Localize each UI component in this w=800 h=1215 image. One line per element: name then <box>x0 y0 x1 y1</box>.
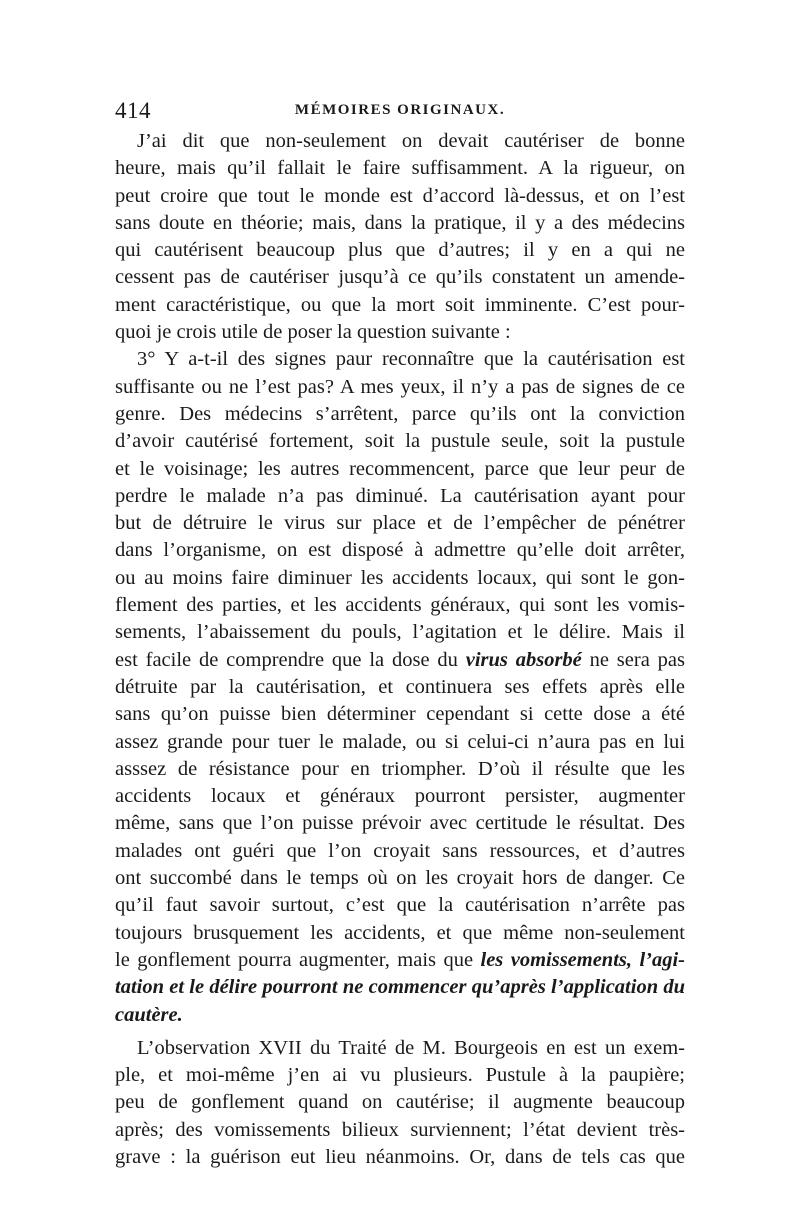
text-line: ou au moins faire diminuer les accidents locaux, qui sont le gon- <box>115 566 685 589</box>
italic-term: virus absorbé <box>465 648 582 671</box>
text-segment: le gonflement pourra augmenter, mais que <box>115 948 481 971</box>
text-segment: est facile de comprendre que la dose du <box>115 648 466 671</box>
text-line: et le voisinage; les autres recommencent, parce que leur peur de <box>115 457 685 480</box>
text-line: sements, l’abaissement du pouls, l’agitation et le délire. Mais il <box>115 621 685 644</box>
text-line: qui cautérisent beaucoup plus que d’autres; il y en a qui ne <box>115 239 685 262</box>
text-line: cessent pas de cautériser jusqu’à ce qu’ils constatent un amende- <box>115 266 685 289</box>
text-line: assez grande pour tuer le malade, ou si celui-ci n’aura pas en lui <box>115 730 685 753</box>
text-line-italic: tation et le délire pourront ne commencer qu’après l’application du <box>115 976 685 999</box>
text-line: L’observation XVII du Traité de M. Bourgeois en est un exem- <box>137 1036 685 1059</box>
text-line: malades ont guéri que l’on croyait sans ressources, et d’autres <box>115 839 685 862</box>
text-line: même, sans que l’on puisse prévoir avec certitude le résultat. Des <box>115 812 685 835</box>
text-line: accidents locaux et généraux pourront persister, augmenter <box>115 785 685 808</box>
text-line: suffisante ou ne l’est pas? A mes yeux, il n’y a pas de signes de ce <box>115 375 685 398</box>
text-line: détruite par la cautérisation, et continuera ses effets après elle <box>115 675 685 698</box>
text-segment: ne sera pas <box>581 648 685 671</box>
text-line: perdre le malade n’a pas diminué. La cautérisation ayant pour <box>115 484 685 507</box>
text-line: sans qu’on puisse bien déterminer cependant si cette dose a été <box>115 703 685 726</box>
text-line: toujours brusquement les accidents, et que même non-seulement <box>115 921 685 944</box>
text-line: après; des vomissements bilieux surviennent; l’état devient très- <box>115 1118 685 1141</box>
text-line: d’avoir cautérisé fortement, soit la pustule seule, soit la pustule <box>115 430 685 453</box>
text-line: grave : la guérison eut lieu néanmoins. Or, dans de tels cas que <box>115 1145 685 1168</box>
text-line: flement des parties, et les accidents généraux, qui sont les vomis- <box>115 594 685 617</box>
text-line: peut croire que tout le monde est d’accord là-dessus, et on l’est <box>115 184 685 207</box>
text-line <box>115 647 685 674</box>
text-line: qu’il faut savoir surtout, c’est que la cautérisation n’arrête pas <box>115 894 685 917</box>
text-line: J’ai dit que non-seulement on devait cautériser de bonne <box>137 130 685 152</box>
text-line: peu de gonflement quand on cautérise; il augmente beaucoup <box>115 1091 685 1114</box>
text-line: but de détruire le virus sur place et de l’empêcher de pénétrer <box>115 512 685 535</box>
text-line: 3° Y a-t-il des signes paur reconnaître que la cautérisation est <box>137 348 685 371</box>
text-line: quoi je crois utile de poser la question suivante : <box>115 321 511 344</box>
text-line: asssez de résistance pour en triompher. D’où il résulte que les <box>115 757 685 780</box>
text-line: ont succombé dans le temps où on les croyait hors de danger. Ce <box>115 867 685 890</box>
text-line <box>115 947 685 974</box>
text-line-italic: cautère. <box>115 1003 183 1026</box>
italic-passage: les vomissements, l’agi- <box>480 948 686 971</box>
page-number: 414 <box>115 98 151 123</box>
text-line: heure, mais qu’il fallait le faire suffisamment. A la rigueur, on <box>115 157 685 180</box>
text-line: sans doute en théorie; mais, dans la pratique, il y a des médecins <box>115 211 685 234</box>
body-text <box>115 128 685 1171</box>
text-line: genre. Des médecins s’arrêtent, parce qu’ils ont la conviction <box>115 402 685 425</box>
text-line: ple, et moi-même j’en ai vu plusieurs. Pustule à la paupière; <box>115 1064 685 1087</box>
text-line: ment caractéristique, ou que la mort soit imminente. C’est pour- <box>115 293 685 316</box>
text-line: dans l’organisme, on est disposé à admettre qu’elle doit arrêter, <box>115 539 685 562</box>
running-head: MÉMOIRES ORIGINAUX. <box>294 102 506 118</box>
page-header <box>115 98 685 126</box>
